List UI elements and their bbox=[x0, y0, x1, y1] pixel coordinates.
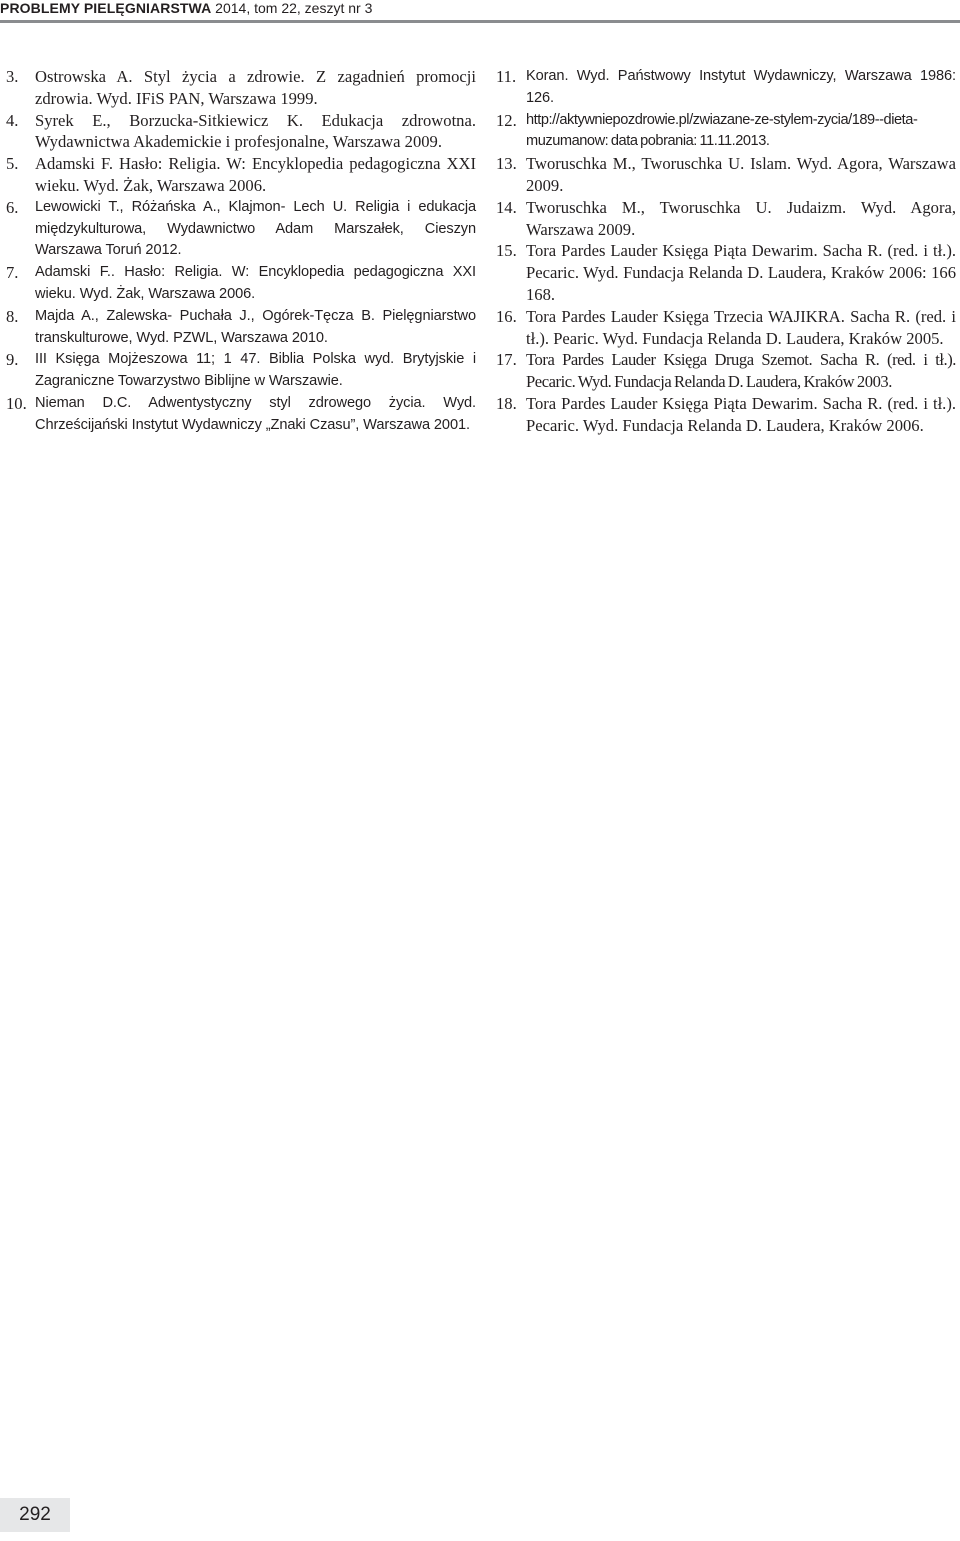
reference-text: III Księga Mojżeszowa 11; 1 47. Biblia Polska wyd. Brytyjskie i Zagraniczne Towarzystwo Biblijne w Warszawie. bbox=[35, 351, 476, 390]
reference-number: 16. bbox=[496, 306, 517, 326]
reference-item bbox=[6, 262, 476, 306]
reference-number: 8. bbox=[6, 306, 19, 326]
issue-info: 2014, tom 22, zeszyt nr 3 bbox=[215, 0, 373, 16]
reference-item bbox=[6, 110, 476, 154]
reference-item bbox=[6, 153, 476, 197]
reference-text: Tora Pardes Lauder Księga Trzecia WAJIKRA. Sacha R. (red. i tł.). Pearic. Wyd. Fundacja Relanda D. Laudera, Kraków 2005. bbox=[526, 306, 956, 348]
reference-text: Tora Pardes Lauder Księga Piąta Dewarim. Sacha R. (red. i tł.). Pecaric. Wyd. Fundacja Relanda D. Laudera, Kraków 2006. bbox=[526, 393, 956, 435]
reference-item bbox=[496, 153, 956, 197]
reference-text: Lewowicki T., Różańska A., Klajmon- Lech U. Religia i edukacja międzykulturowa, Wydawnictwo Adam Marszałek, Cieszyn Warszawa Toruń 2012. bbox=[35, 198, 476, 259]
reference-item bbox=[6, 349, 476, 393]
reference-number: 17. bbox=[496, 350, 517, 370]
reference-number: 7. bbox=[6, 263, 19, 283]
reference-text: Adamski F. Hasło: Religia. W: Encyklopedia pedagogiczna XXI wieku. Wyd. Żak, Warszawa 2006. bbox=[35, 154, 476, 195]
reference-item bbox=[496, 110, 956, 154]
reference-item bbox=[496, 393, 956, 437]
reference-number: 14. bbox=[496, 197, 517, 217]
reference-item bbox=[6, 306, 476, 350]
page-number: 292 bbox=[0, 1498, 70, 1532]
reference-number: 11. bbox=[496, 67, 517, 86]
references-left-column bbox=[6, 66, 476, 437]
reference-text: Ostrowska A. Styl życia a zdrowie. Z zagadnień promocji zdrowia. Wyd. IFiS PAN, Warszawa 1999. bbox=[35, 67, 476, 108]
reference-number: 3. bbox=[6, 67, 19, 86]
reference-text: Adamski F.. Hasło: Religia. W: Encyklopedia pedagogiczna XXI wieku. Wyd. Żak, Warszawa 2006. bbox=[35, 264, 476, 302]
running-header bbox=[0, 0, 960, 23]
reference-item bbox=[496, 240, 956, 305]
reference-item bbox=[6, 66, 476, 110]
reference-number: 4. bbox=[6, 110, 19, 130]
reference-text: Nieman D.C. Adwentystyczny styl zdrowego życia. Wyd. Chrześcijański Instytut Wydawniczy „Znaki Czasu”, Warszawa 2001. bbox=[35, 394, 476, 433]
reference-number: 5. bbox=[6, 154, 19, 174]
journal-title: PROBLEMY PIELĘGNIARSTWA bbox=[0, 0, 212, 16]
reference-text: Tora Pardes Lauder Księga Druga Szemot. Sacha R. (red. i tł.). Pecaric. Wyd. Fundacja Relanda D. Laudera, Kraków 2003. bbox=[526, 350, 956, 392]
reference-item bbox=[496, 197, 956, 241]
reference-item bbox=[496, 306, 956, 350]
reference-number: 18. bbox=[496, 393, 517, 413]
reference-item bbox=[6, 393, 476, 437]
references-right-column bbox=[496, 66, 956, 437]
reference-number: 12. bbox=[496, 110, 517, 130]
reference-number: 10. bbox=[6, 393, 27, 413]
reference-text: Tora Pardes Lauder Księga Piąta Dewarim. Sacha R. (red. i tł.). Pecaric. Wyd. Fundacja Relanda D. Laudera, Kraków 2006: 166 168. bbox=[526, 241, 956, 304]
reference-text: Tworuschka M., Tworuschka U. Islam. Wyd. Agora, Warszawa 2009. bbox=[526, 154, 956, 195]
reference-item bbox=[496, 349, 956, 393]
reference-number: 15. bbox=[496, 241, 517, 261]
reference-text: Tworuschka M., Tworuschka U. Judaizm. Wyd. Agora, Warszawa 2009. bbox=[526, 197, 956, 239]
reference-text: Koran. Wyd. Państwowy Instytut Wydawniczy, Warszawa 1986: 126. bbox=[526, 68, 956, 106]
reference-text: Majda A., Zalewska- Puchała J., Ogórek-Tęcza B. Pielęgniarstwo transkulturowe, Wyd. PZWL, Warszawa 2010. bbox=[35, 307, 476, 346]
reference-item bbox=[496, 66, 956, 110]
reference-item bbox=[6, 197, 476, 262]
reference-number: 13. bbox=[496, 154, 517, 174]
reference-number: 9. bbox=[6, 350, 19, 370]
reference-text: Syrek E., Borzucka-Sitkiewicz K. Edukacja zdrowotna. Wydawnictwa Akademickie i profesjonalne, Warszawa 2009. bbox=[35, 110, 476, 152]
reference-number: 6. bbox=[6, 197, 19, 217]
reference-text: http://aktywniepozdrowie.pl/zwiazane-ze-stylem-zycia/189--dieta-muzumanow: data pobrania: 11.11.2013. bbox=[526, 111, 918, 150]
